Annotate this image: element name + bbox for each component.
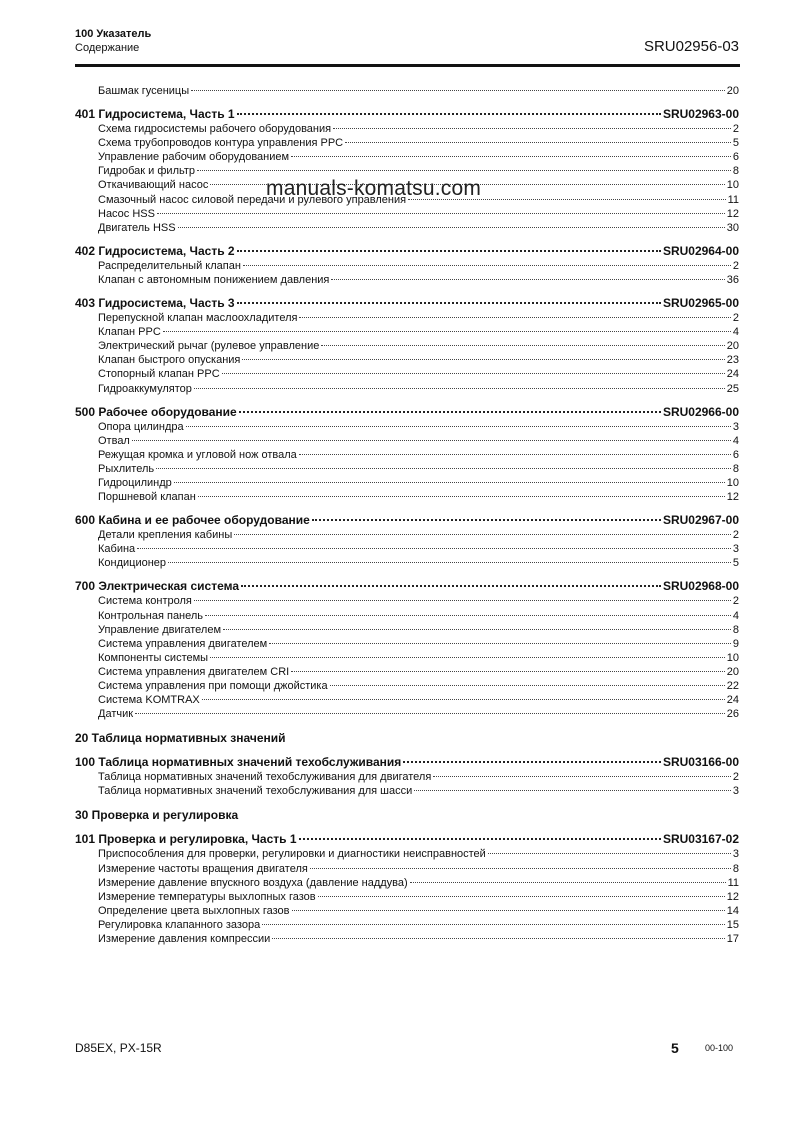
toc-label: Стопорный клапан PPC bbox=[98, 368, 220, 381]
dot-leader bbox=[205, 615, 731, 616]
toc-label: Гидроцилиндр bbox=[98, 476, 172, 489]
toc-entry[interactable] bbox=[75, 770, 739, 784]
toc-page-ref: 12 bbox=[726, 890, 739, 903]
dot-leader bbox=[194, 600, 731, 601]
dot-leader bbox=[237, 302, 661, 304]
toc-entry[interactable] bbox=[75, 918, 739, 932]
dot-leader bbox=[333, 128, 731, 129]
toc-page-ref: 4 bbox=[732, 326, 739, 339]
dot-leader bbox=[242, 359, 724, 360]
toc-entry[interactable] bbox=[75, 420, 739, 434]
toc-label: Измерение температуры выхлопных газов bbox=[98, 890, 316, 903]
toc-page-ref: 8 bbox=[732, 462, 739, 475]
toc-label: Насос HSS bbox=[98, 207, 155, 220]
toc-page-ref: 4 bbox=[732, 609, 739, 622]
header-subtitle: Содержание bbox=[75, 42, 140, 54]
footer-section-code: 00-100 bbox=[705, 1043, 734, 1053]
toc-page-ref: SRU02964-00 bbox=[662, 243, 739, 258]
header-divider bbox=[75, 64, 740, 67]
toc-page-ref: 5 bbox=[732, 557, 739, 570]
toc-page-ref: 2 bbox=[732, 312, 739, 325]
dot-leader bbox=[262, 924, 725, 925]
toc-entry[interactable] bbox=[75, 221, 739, 235]
table-of-contents bbox=[75, 84, 739, 946]
toc-label: Система KOMTRAX bbox=[98, 694, 200, 707]
toc-label: Система управления двигателем CRI bbox=[98, 665, 290, 678]
toc-section-heading[interactable] bbox=[75, 512, 739, 528]
dot-leader bbox=[156, 468, 731, 469]
toc-label: Отвал bbox=[98, 434, 130, 447]
toc-label: Система управления при помощи джойстика bbox=[98, 680, 328, 692]
toc-page-ref: 3 bbox=[732, 848, 739, 861]
toc-label: Управление двигателем bbox=[98, 623, 222, 636]
dot-leader bbox=[239, 411, 661, 413]
toc-label: Кабина bbox=[98, 543, 136, 556]
toc-label: 101 Проверка и регулировка, Часть 1 bbox=[75, 832, 297, 847]
toc-page-ref: SRU02966-00 bbox=[662, 404, 739, 419]
toc-label: 500 Рабочее оборудование bbox=[75, 404, 237, 419]
toc-page-ref: 8 bbox=[732, 165, 739, 178]
dot-leader bbox=[198, 496, 725, 497]
toc-section-heading[interactable] bbox=[75, 831, 739, 847]
toc-page-ref: 12 bbox=[726, 207, 739, 220]
toc-entry[interactable] bbox=[75, 862, 739, 876]
toc-page-ref: SRU02963-00 bbox=[662, 107, 739, 122]
dot-leader bbox=[318, 896, 725, 897]
dot-leader bbox=[299, 838, 661, 840]
toc-entry[interactable] bbox=[75, 448, 739, 462]
toc-label: Таблица нормативных значений техобслуживания для двигателя bbox=[98, 771, 432, 784]
toc-entry[interactable] bbox=[75, 932, 739, 946]
dot-leader bbox=[237, 250, 661, 252]
toc-page-ref: 10 bbox=[726, 179, 739, 192]
toc-label: Измерение давления компрессии bbox=[98, 933, 271, 946]
toc-page-ref: 25 bbox=[726, 382, 739, 395]
toc-page-ref: 3 bbox=[732, 543, 739, 556]
dot-leader bbox=[241, 585, 661, 587]
toc-section-heading[interactable] bbox=[75, 295, 739, 311]
toc-entry[interactable] bbox=[75, 679, 739, 693]
document-code: SRU02956-03 bbox=[643, 38, 739, 55]
toc-page-ref: SRU02968-00 bbox=[662, 579, 739, 594]
toc-page-ref: 8 bbox=[732, 862, 739, 875]
footer-model: D85EX, PX-15R bbox=[75, 1041, 162, 1055]
dot-leader bbox=[163, 331, 731, 332]
toc-page-ref: 5 bbox=[732, 137, 739, 150]
toc-entry[interactable] bbox=[75, 707, 739, 721]
dot-leader bbox=[269, 643, 731, 644]
dot-leader bbox=[178, 227, 725, 228]
toc-page-ref: 6 bbox=[732, 448, 739, 461]
toc-entry[interactable] bbox=[75, 259, 739, 273]
toc-label: Измерение давление впускного воздуха (давление наддува) bbox=[98, 876, 408, 889]
toc-label: 600 Кабина и ее рабочее оборудование bbox=[75, 513, 310, 528]
dot-leader bbox=[291, 156, 731, 157]
toc-label: Башмак гусеницы bbox=[98, 85, 190, 97]
toc-page-ref: 2 bbox=[732, 595, 739, 608]
toc-label: 401 Гидросистема, Часть 1 bbox=[75, 107, 235, 122]
toc-section-heading[interactable] bbox=[75, 243, 739, 259]
toc-entry[interactable] bbox=[75, 207, 739, 221]
toc-chapter-heading bbox=[75, 730, 739, 746]
dot-leader bbox=[488, 853, 731, 854]
toc-page-ref: SRU02965-00 bbox=[662, 296, 739, 311]
toc-page-ref: 8 bbox=[732, 623, 739, 636]
toc-label: 30 Проверка и регулировка bbox=[75, 808, 239, 823]
dot-leader bbox=[414, 790, 731, 791]
toc-entry[interactable] bbox=[75, 122, 739, 136]
toc-page-ref: 36 bbox=[726, 273, 739, 286]
toc-entry[interactable] bbox=[75, 594, 739, 608]
toc-entry[interactable] bbox=[75, 462, 739, 476]
toc-section-heading[interactable] bbox=[75, 106, 739, 122]
toc-page-ref: 20 bbox=[726, 85, 739, 97]
toc-entry[interactable] bbox=[75, 136, 739, 150]
toc-entry[interactable] bbox=[75, 542, 739, 556]
header-title: 100 Указатель bbox=[75, 28, 152, 40]
dot-leader bbox=[403, 761, 661, 763]
dot-leader bbox=[194, 388, 725, 389]
toc-entry[interactable] bbox=[75, 847, 739, 861]
toc-label: Схема гидросистемы рабочего оборудования bbox=[98, 123, 332, 136]
dot-leader bbox=[137, 548, 731, 549]
toc-entry[interactable] bbox=[75, 784, 739, 798]
toc-page-ref: 23 bbox=[726, 354, 739, 367]
toc-label: 700 Электрическая система bbox=[75, 579, 240, 594]
toc-label: Таблица нормативных значений техобслуживания для шасси bbox=[98, 785, 413, 798]
toc-entry[interactable] bbox=[75, 609, 739, 623]
toc-label: Клапан с автономным понижением давления bbox=[98, 273, 330, 286]
toc-label: 403 Гидросистема, Часть 3 bbox=[75, 296, 235, 311]
toc-label: Контрольная панель bbox=[98, 609, 204, 622]
toc-label: Детали крепления кабины bbox=[98, 529, 233, 542]
dot-leader bbox=[223, 629, 731, 630]
toc-entry[interactable] bbox=[75, 476, 739, 490]
dot-leader bbox=[292, 910, 725, 911]
toc-label: 402 Гидросистема, Часть 2 bbox=[75, 243, 235, 258]
toc-page-ref: 14 bbox=[726, 904, 739, 917]
dot-leader bbox=[331, 279, 724, 280]
toc-page-ref: 24 bbox=[726, 694, 739, 707]
toc-section-heading[interactable] bbox=[75, 578, 739, 594]
toc-label: Режущая кромка и угловой нож отвала bbox=[98, 448, 297, 461]
toc-entry[interactable] bbox=[75, 556, 739, 570]
toc-entry[interactable] bbox=[75, 353, 739, 367]
toc-section-heading[interactable] bbox=[75, 404, 739, 420]
dot-leader bbox=[299, 454, 731, 455]
dot-leader bbox=[168, 562, 731, 563]
toc-label: Опора цилиндра bbox=[98, 420, 184, 433]
toc-page-ref: 6 bbox=[732, 151, 739, 164]
dot-leader bbox=[330, 685, 725, 686]
dot-leader bbox=[299, 317, 730, 318]
toc-page-ref: 11 bbox=[727, 193, 739, 206]
toc-entry[interactable] bbox=[75, 876, 739, 890]
toc-label: 100 Таблица нормативных значений техобслуживания bbox=[75, 755, 402, 770]
dot-leader bbox=[186, 426, 731, 427]
toc-page-ref: 2 bbox=[732, 529, 739, 542]
toc-entry[interactable] bbox=[75, 904, 739, 918]
toc-label: Регулировка клапанного зазора bbox=[98, 918, 261, 931]
dot-leader bbox=[310, 868, 731, 869]
dot-leader bbox=[197, 170, 731, 171]
toc-entry[interactable] bbox=[75, 637, 739, 651]
toc-label: Клапан быстрого опускания bbox=[98, 354, 241, 367]
toc-label: Гидробак и фильтр bbox=[98, 165, 196, 178]
toc-label: Откачивающий насос bbox=[98, 179, 209, 192]
toc-label: Управление рабочим оборудованием bbox=[98, 151, 290, 164]
toc-section-heading[interactable] bbox=[75, 754, 739, 770]
toc-page-ref: 22 bbox=[726, 680, 739, 692]
toc-label: Схема трубопроводов контура управления PPC bbox=[98, 137, 344, 150]
toc-label: Распределительный клапан bbox=[98, 259, 241, 272]
dot-leader bbox=[291, 671, 725, 672]
toc-label: Кондиционер bbox=[98, 557, 167, 570]
dot-leader bbox=[243, 265, 731, 266]
toc-entry[interactable] bbox=[75, 528, 739, 542]
toc-label: Электрический рычаг (рулевое управление bbox=[98, 340, 320, 353]
dot-leader bbox=[234, 534, 731, 535]
toc-label: Клапан PPC bbox=[98, 326, 161, 339]
toc-label: 20 Таблица нормативных значений bbox=[75, 731, 286, 746]
toc-page-ref: 30 bbox=[726, 221, 739, 234]
toc-entry[interactable] bbox=[75, 434, 739, 448]
toc-entry[interactable] bbox=[75, 150, 739, 164]
dot-leader bbox=[210, 657, 725, 658]
toc-page-ref: 10 bbox=[726, 651, 739, 664]
dot-leader bbox=[135, 713, 725, 714]
toc-label: Определение цвета выхлопных газов bbox=[98, 904, 290, 917]
toc-entry[interactable] bbox=[75, 339, 739, 353]
dot-leader bbox=[132, 440, 731, 441]
toc-page-ref: 4 bbox=[732, 434, 739, 447]
toc-page-ref: SRU02967-00 bbox=[662, 513, 739, 528]
dot-leader bbox=[202, 699, 725, 700]
dot-leader bbox=[321, 345, 724, 346]
toc-label: Приспособления для проверки, регулировки и диагностики неисправностей bbox=[98, 848, 486, 861]
dot-leader bbox=[345, 142, 731, 143]
dot-leader bbox=[157, 213, 725, 214]
toc-entry[interactable] bbox=[75, 311, 739, 325]
dot-leader bbox=[174, 482, 725, 483]
toc-entry[interactable] bbox=[75, 84, 739, 98]
toc-label: Система управления двигателем bbox=[98, 637, 268, 650]
toc-label: Система контроля bbox=[98, 595, 192, 608]
toc-label: Рыхлитель bbox=[98, 462, 155, 475]
toc-label: Компоненты системы bbox=[98, 651, 209, 664]
toc-page-ref: 20 bbox=[726, 340, 739, 353]
toc-entry[interactable] bbox=[75, 273, 739, 287]
dot-leader bbox=[410, 882, 726, 883]
toc-page-ref: 2 bbox=[732, 259, 739, 272]
toc-page-ref: 24 bbox=[726, 368, 739, 381]
toc-label: Смазочный насос силовой передачи и рулевого управления bbox=[98, 193, 407, 206]
toc-page-ref: 3 bbox=[732, 420, 739, 433]
toc-entry[interactable] bbox=[75, 693, 739, 707]
toc-entry[interactable] bbox=[75, 651, 739, 665]
toc-page-ref: 3 bbox=[732, 785, 739, 798]
footer-page-number: 5 bbox=[671, 1040, 679, 1056]
watermark: manuals-komatsu.com bbox=[266, 177, 482, 200]
toc-label: Перепускной клапан маслоохладителя bbox=[98, 312, 298, 325]
toc-page-ref: 20 bbox=[726, 665, 739, 678]
toc-page-ref: 15 bbox=[726, 918, 739, 931]
dot-leader bbox=[191, 90, 725, 91]
toc-page-ref: 12 bbox=[726, 491, 739, 504]
toc-page-ref: 2 bbox=[732, 771, 739, 784]
toc-entry[interactable] bbox=[75, 890, 739, 904]
toc-entry[interactable] bbox=[75, 665, 739, 679]
toc-entry[interactable] bbox=[75, 325, 739, 339]
toc-page-ref: 9 bbox=[732, 637, 739, 650]
dot-leader bbox=[222, 373, 725, 374]
toc-label: Измерение частоты вращения двигателя bbox=[98, 862, 308, 875]
dot-leader bbox=[272, 938, 724, 939]
dot-leader bbox=[433, 776, 731, 777]
toc-page-ref: 26 bbox=[726, 708, 739, 721]
toc-label: Гидроаккумулятор bbox=[98, 382, 192, 395]
toc-page-ref: 11 bbox=[727, 876, 739, 889]
toc-page-ref: 17 bbox=[726, 933, 739, 946]
toc-label: Двигатель HSS bbox=[98, 221, 176, 234]
toc-page-ref: SRU03166-00 bbox=[662, 755, 739, 770]
toc-chapter-heading bbox=[75, 807, 739, 823]
toc-page-ref: SRU03167-02 bbox=[662, 832, 739, 847]
toc-entry[interactable] bbox=[75, 382, 739, 396]
toc-entry[interactable] bbox=[75, 623, 739, 637]
dot-leader bbox=[312, 519, 661, 521]
dot-leader bbox=[237, 113, 661, 115]
toc-page-ref: 2 bbox=[732, 123, 739, 136]
toc-entry[interactable] bbox=[75, 367, 739, 381]
toc-label: Датчик bbox=[98, 708, 134, 721]
toc-page-ref: 10 bbox=[726, 476, 739, 489]
toc-entry[interactable] bbox=[75, 490, 739, 504]
toc-label: Поршневой клапан bbox=[98, 491, 196, 504]
